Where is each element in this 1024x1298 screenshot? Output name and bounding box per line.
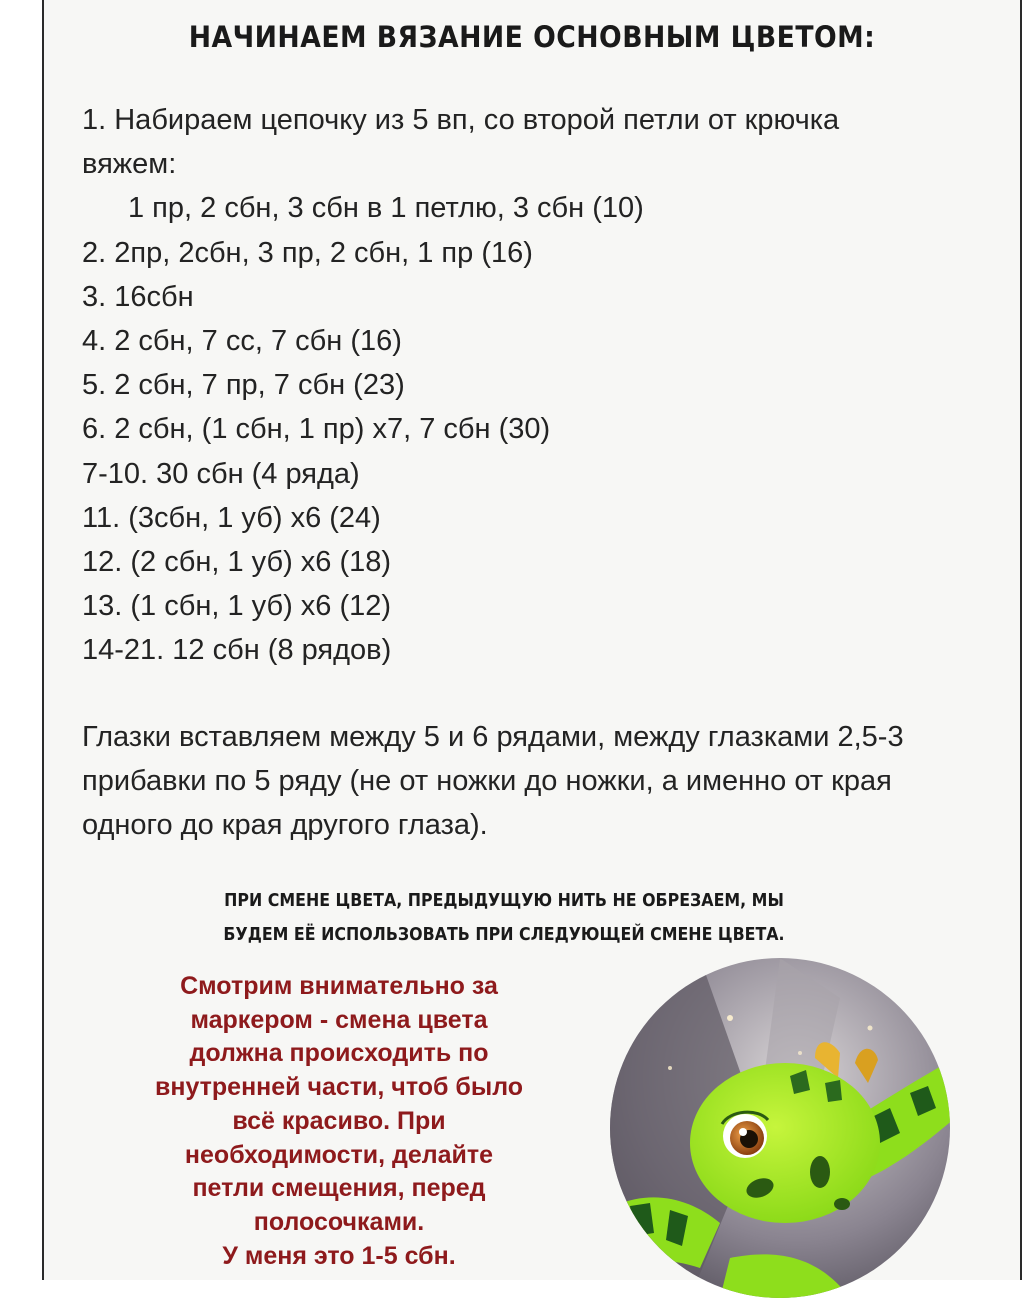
instruction-line: 4. 2 сбн, 7 сс, 7 сбн (16) [82, 325, 402, 358]
instruction-line: 6. 2 сбн, (1 сбн, 1 пр) х7, 7 сбн (30) [82, 413, 551, 446]
tip-line: необходимости, делайте [184, 1140, 494, 1169]
eyes-paragraph: Глазки вставляем между 5 и 6 рядами, между глазками 2,5-3 прибавки по 5 ряду (не от ножки до ножки, а именно от края одного до края другого глаза). [82, 721, 904, 841]
instruction-line: 5. 2 сбн, 7 пр, 7 сбн (23) [82, 369, 405, 402]
instruction-line: 14-21. 12 сбн (8 рядов) [82, 634, 392, 667]
tip-line: У меня это 1-5 сбн. [222, 1241, 456, 1270]
tip-line: внутренней части, чтоб было [154, 1073, 524, 1102]
instruction-line: 13. (1 сбн, 1 уб) х6 (12) [82, 590, 392, 623]
row-instructions [82, 98, 982, 673]
instruction-line: 11. (3сбн, 1 уб) х6 (24) [82, 501, 381, 534]
instruction-line: вяжем: [82, 148, 177, 181]
pattern-page [42, 0, 1022, 1280]
tip-line: Смотрим внимательно за [180, 972, 498, 1000]
tip-line: всё красиво. При [232, 1106, 446, 1135]
tip-line: полосочками. [253, 1207, 425, 1236]
instruction-line: 1. Набираем цепочку из 5 вп, со второй петли от крючка [82, 104, 840, 136]
instruction-line: 3. 16сбн [82, 280, 194, 313]
instruction-line: 12. (2 сбн, 1 уб) х6 (18) [82, 546, 392, 579]
note-line: ПРИ СМЕНЕ ЦВЕТА, ПРЕДЫДУЩУЮ НИТЬ НЕ ОБРЕЗАЕМ, МЫ [224, 890, 784, 911]
instruction-line: 2. 2пр, 2сбн, 3 пр, 2 сбн, 1 пр (16) [82, 236, 533, 269]
page-title: НАЧИНАЕМ ВЯЗАНИЕ ОСНОВНЫМ ЦВЕТОМ: [188, 20, 876, 54]
marker-tip [124, 970, 554, 1273]
instruction-line: 1 пр, 2 сбн, 3 сбн в 1 петлю, 3 сбн (10) [128, 192, 644, 225]
dragon-toy-illustration [610, 958, 950, 1298]
note-line: БУДЕМ ЕЁ ИСПОЛЬЗОВАТЬ ПРИ СЛЕДУЮЩЕЙ СМЕНЕ ЦВЕТА. [223, 924, 785, 945]
tip-line: должна происходить по [189, 1039, 489, 1068]
color-change-note [152, 884, 856, 952]
dragon-toy-photo [610, 958, 950, 1298]
tip-line: маркером - смена цвета [190, 1005, 488, 1034]
tip-line: петли смещения, перед [192, 1174, 486, 1203]
instruction-line: 7-10. 30 сбн (4 ряда) [82, 457, 360, 490]
